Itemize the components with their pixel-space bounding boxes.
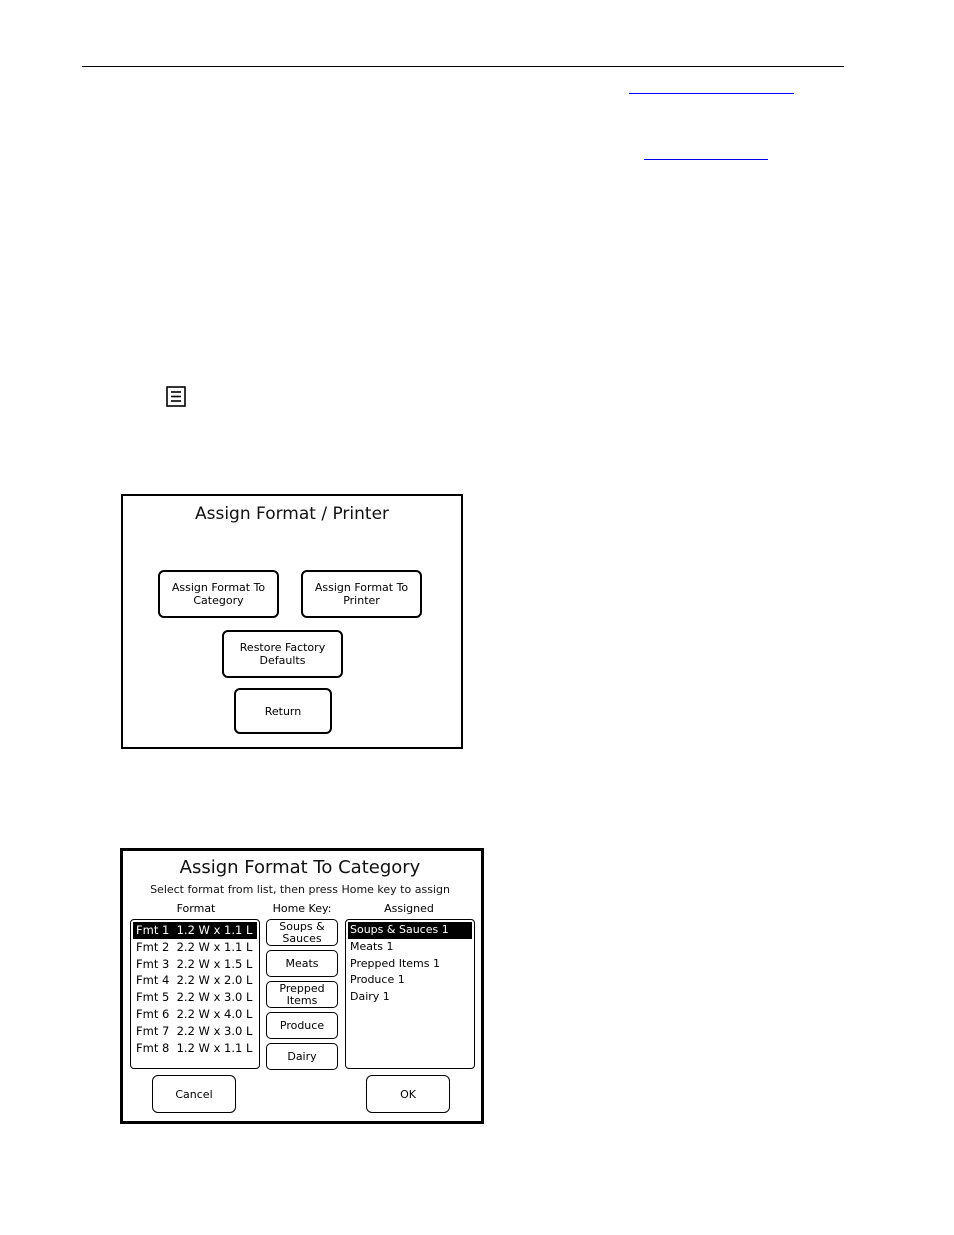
- screen-title: Assign Format / Printer: [194, 504, 390, 524]
- list-item[interactable]: Fmt 6 2.2 W x 4.0 L: [136, 1006, 253, 1021]
- home-key-dairy-button[interactable]: Dairy: [266, 1043, 338, 1070]
- list-item[interactable]: Soups & Sauces 1: [348, 922, 472, 939]
- assigned-header: Assigned: [384, 902, 434, 915]
- list-item[interactable]: Produce 1: [350, 973, 405, 987]
- list-item[interactable]: Fmt 2 2.2 W x 1.1 L: [136, 939, 253, 954]
- list-item[interactable]: Fmt 1 1.2 W x 1.1 L: [133, 922, 257, 939]
- list-item[interactable]: Fmt 3 2.2 W x 1.5 L: [136, 956, 253, 971]
- home-key-prepped-items-button[interactable]: Prepped Items: [266, 981, 338, 1008]
- list-item[interactable]: Fmt 4 2.2 W x 2.0 L: [136, 973, 253, 988]
- header-rule: [82, 66, 844, 67]
- hyperlink-underline[interactable]: [629, 93, 794, 94]
- hyperlink-underline[interactable]: [644, 159, 768, 160]
- screen-title: Assign Format To Category: [179, 857, 421, 878]
- menu-icon: [166, 386, 186, 407]
- format-header: Format: [176, 902, 216, 915]
- assign-format-to-printer-button[interactable]: Assign Format To Printer: [301, 570, 422, 618]
- return-button[interactable]: Return: [234, 688, 332, 734]
- restore-factory-defaults-button[interactable]: Restore Factory Defaults: [222, 630, 343, 678]
- list-item[interactable]: Dairy 1: [350, 990, 390, 1004]
- home-key-meats-button[interactable]: Meats: [266, 950, 338, 977]
- list-item[interactable]: Fmt 5 2.2 W x 3.0 L: [136, 990, 253, 1005]
- list-item[interactable]: Fmt 7 2.2 W x 3.0 L: [136, 1023, 253, 1038]
- assign-format-to-category-button[interactable]: Assign Format To Category: [158, 570, 279, 618]
- assigned-list[interactable]: [345, 919, 475, 1069]
- home-key-soups-sauces-button[interactable]: Soups & Sauces: [266, 919, 338, 946]
- assign-format-to-category-screen: [120, 848, 484, 1124]
- cancel-button[interactable]: Cancel: [152, 1075, 236, 1113]
- list-item[interactable]: Meats 1: [350, 939, 394, 953]
- ok-button[interactable]: OK: [366, 1075, 450, 1113]
- format-list[interactable]: [130, 919, 260, 1069]
- list-item[interactable]: Fmt 8 1.2 W x 1.1 L: [136, 1040, 253, 1055]
- list-item[interactable]: Prepped Items 1: [350, 956, 440, 970]
- instruction-text: Select format from list, then press Home key to assign: [150, 883, 450, 896]
- home-key-header: Home Key:: [272, 902, 332, 915]
- assign-format-printer-screen: [121, 494, 463, 749]
- home-key-produce-button[interactable]: Produce: [266, 1012, 338, 1039]
